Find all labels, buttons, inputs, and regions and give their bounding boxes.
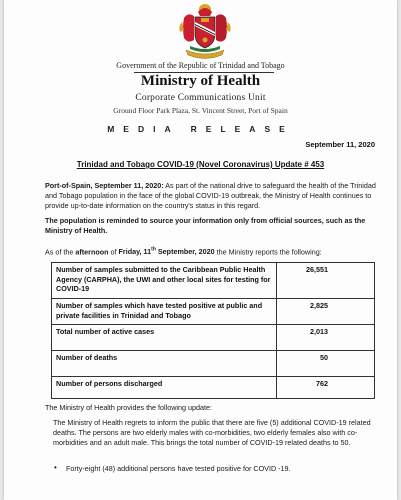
stat-label: Number of persons discharged	[52, 377, 277, 399]
ministry-name: Ministry of Health	[140, 73, 261, 89]
release-title: Trinidad and Tobago COVID-19 (Novel Coronavirus) Update # 453	[76, 160, 325, 169]
as-of-line	[45, 245, 376, 257]
stats-table	[51, 262, 375, 399]
table-row	[52, 263, 375, 299]
release-date: September 11, 2020	[305, 140, 375, 149]
bullet-icon: •	[54, 463, 57, 472]
address-line: Ground Floor Park Plaza, St. Vincent Street, Port of Spain	[113, 106, 288, 115]
stat-value: 2,013	[277, 325, 375, 351]
as-of-mid: of	[108, 247, 119, 257]
stat-label: Number of samples submitted to the Caribbean Public Health Agency (CARPHA), the UWI and other local sites for testing for COVID-19	[52, 263, 277, 299]
intro-text: As part of the national drive to safeguard the health of the Trinidad and Tobago population in the face of the global COVID-19 outbreak, the Ministry of Health continues to provide up-to-date information on the country's status in this regard.	[45, 181, 376, 210]
unit-name: Corporate Communications Unit	[135, 93, 266, 103]
government-line: Government of the Republic of Trinidad and Tobago	[116, 61, 285, 70]
stat-value: 2,825	[277, 299, 375, 325]
update-paragraph: The Ministry of Health regrets to inform the public that there are five (5) additional COVID-19 related deaths. The persons are two elderly males with co-morbidities, two elderly females also with co-morbidities and an adult male. This brings the total number of COVID-19 related deaths to 50.	[53, 418, 371, 447]
intro-dateline: Port-of-Spain, September 11, 2020:	[45, 181, 164, 190]
table-row	[52, 299, 375, 325]
stat-value: 762	[277, 377, 375, 399]
reminder-paragraph: The population is reminded to source your information only from official sources, such as the Ministry of Health.	[45, 216, 366, 235]
update-intro: The Ministry of Health provides the following update:	[45, 403, 212, 412]
stat-value: 50	[277, 351, 375, 377]
as-of-when: afternoon	[75, 247, 109, 257]
stat-label: Total number of active cases	[52, 325, 277, 351]
table-row	[52, 325, 375, 351]
as-of-date: Friday, 11th September, 2020	[118, 247, 215, 257]
stat-label: Number of deaths	[52, 351, 277, 377]
as-of-post: the Ministry reports the following:	[214, 247, 322, 257]
list-item	[54, 463, 291, 473]
table-row	[52, 351, 375, 377]
stat-label: Number of samples which have tested positive at public and private facilities in Trinidad and Tobago	[52, 299, 277, 325]
as-of-pre: As of the	[45, 247, 76, 257]
coat-of-arms-icon	[176, 0, 234, 62]
stat-value: 26,551	[277, 263, 375, 299]
bullet-text: Forty-eight (48) additional persons have tested positive for COVID -19.	[66, 464, 291, 473]
table-row	[52, 377, 375, 399]
intro-paragraph	[45, 181, 376, 211]
release-type: MEDIA RELEASE	[107, 124, 294, 134]
media-release-page	[4, 0, 397, 500]
